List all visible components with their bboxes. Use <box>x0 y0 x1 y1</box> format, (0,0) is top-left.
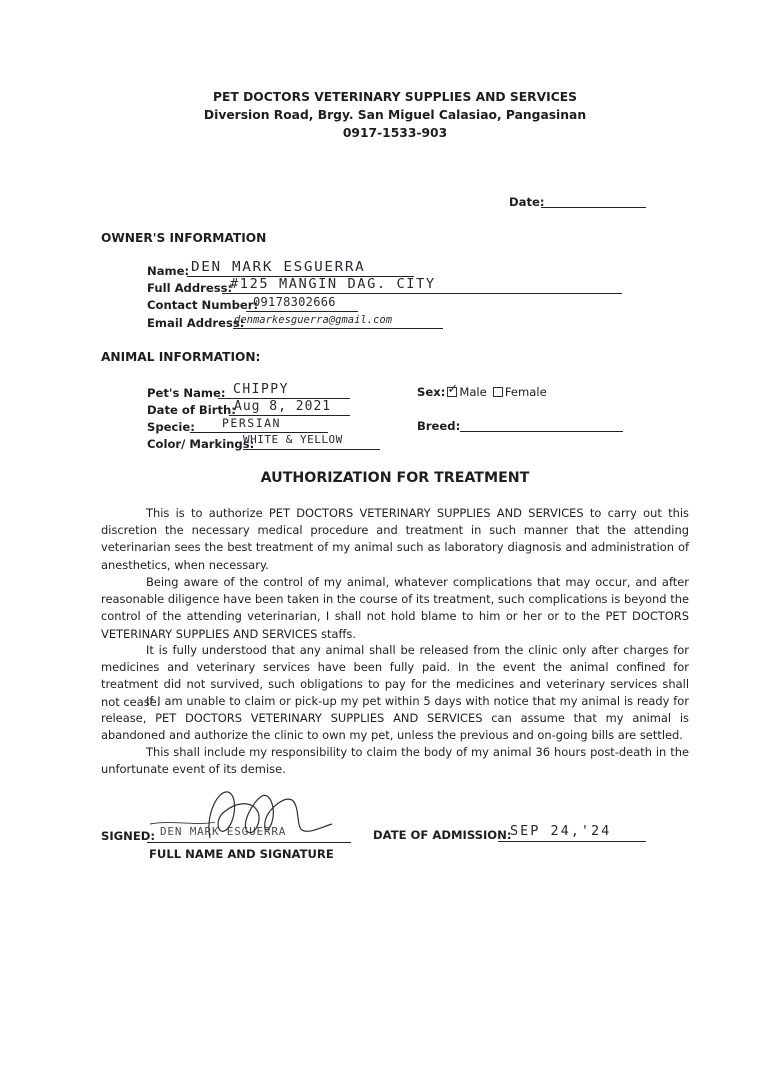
admission-line <box>498 841 646 842</box>
owner-email-label: Email Address: <box>147 316 245 330</box>
auth-paragraph-2: Being aware of the control of my animal, whatever complications that may occur, and after reasonable diligence have been taken in the course of its treatment, such complications is beyond the control of the attending veterinarian, I shall not hold blame to him or her or to the PET DOCTORS VETERINARY SUPPLIES AND SERVICES staffs. <box>101 575 689 641</box>
owner-section-title: OWNER'S INFORMATION <box>101 231 267 245</box>
signed-name-value: DEN MARK ESGUERRA <box>160 825 287 838</box>
sex-label: Sex: <box>417 385 446 399</box>
authorization-title: AUTHORIZATION FOR TREATMENT <box>260 470 530 486</box>
signature-caption: FULL NAME AND SIGNATURE <box>149 847 334 861</box>
company-name: PET DOCTORS VETERINARY SUPPLIES AND SERVICES <box>213 90 577 104</box>
admission-label: DATE OF ADMISSION: <box>373 828 512 842</box>
specie-value: PERSIAN <box>222 416 281 430</box>
breed-label: Breed: <box>417 419 461 433</box>
owner-contact-value: 09178302666 <box>253 295 336 309</box>
check-mark-icon: ✓ <box>447 382 459 397</box>
female-option-label: Female <box>504 385 547 399</box>
auth-paragraph-4: If I am unable to claim or pick-up my pet within 5 days with notice that my animal is ready for release, PET DOCTORS VETERINARY SUPPLIES AND SERVICES can assume that my animal is abandoned and authorize the clinic to own my pet, unless the previous and on-going bills are settled. <box>101 694 689 743</box>
auth-paragraph-3: It is fully understood that any animal shall be released from the clinic only after charges for medicines and veterinary services have been fully paid. In the event the animal confined for treatment did not survived, such obligations to pay for the medicines and veterinary services shall not cease. <box>101 643 689 709</box>
pet-name-value: CHIPPY <box>233 382 289 397</box>
color-label: Color/ Markings: <box>147 437 255 451</box>
pet-name-label: Pet's Name: <box>147 386 226 400</box>
company-address: Diversion Road, Brgy. San Miguel Calasiao, Pangasinan <box>203 108 587 122</box>
signed-label: SIGNED: <box>101 829 156 843</box>
admission-value: SEP 24,'24 <box>510 823 612 839</box>
company-phone: 0917-1533-903 <box>342 126 448 140</box>
owner-name-value: DEN MARK ESGUERRA <box>191 260 366 275</box>
dob-label: Date of Birth: <box>147 403 236 417</box>
owner-address-value: #125 MANGIN DAG. CITY <box>230 277 436 292</box>
date-label: Date: <box>509 195 545 209</box>
color-value: WHITE & YELLOW <box>243 433 343 446</box>
owner-email-value: denmarkesguerra@gmail.com <box>234 314 393 326</box>
animal-section-title: ANIMAL INFORMATION: <box>101 350 261 364</box>
auth-paragraph-1: This is to authorize PET DOCTORS VETERINARY SUPPLIES AND SERVICES to carry out this discretion the necessary medical procedure and treatment in such manner that the attending veterinarian sees the best treatment of my animal such as laboratory diagnosis and administration of anesthetics, when necessary. <box>101 506 689 572</box>
owner-contact-label: Contact Number: <box>147 298 259 312</box>
dob-value: Aug 8, 2021 <box>234 399 332 414</box>
owner-address-label: Full Address: <box>147 281 233 295</box>
male-option-label: Male <box>459 385 487 399</box>
auth-paragraph-5: This shall include my responsibility to claim the body of my animal 36 hours post-death in the unfortunate event of its demise. <box>101 745 689 777</box>
specie-label: Specie: <box>147 420 195 434</box>
owner-name-label: Name: <box>147 264 190 278</box>
